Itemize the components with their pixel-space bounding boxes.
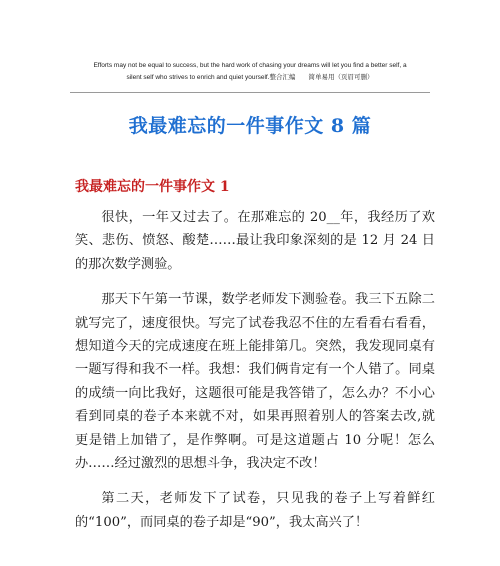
paragraph: 第二天，老师发下了试卷，只见我的卷子上写着鲜红的“100”，而同桌的卷子却是“90”，我太高兴了！: [75, 491, 435, 530]
header-note-line-2: silent self who strives to enrich and quiet yourself.整合汇编 简单易用（页眉可删）: [126, 74, 374, 81]
document-title: 我最难忘的一件事作文 8 篇: [128, 115, 372, 137]
essay-body: [75, 206, 435, 546]
page-header-note: [70, 60, 430, 84]
paragraph: 那天下午第一节课，数学老师发下测验卷。我三下五除二就写完了，速度很快。写完了试卷我忍不住的左看看右看看，想知道今天的完成速度在班上能排第几。突然，我发现同桌有一题写得和我不一样。我想：我们俩肯定有一个人错了。同桌的成绩一向比我好，这题很可能是我答错了，怎么办？不小心看到同桌的卷子本来就不对，如果再照着别人的答案去改,就更是错上加错了，是作弊啊。可是这道题占 10 分呢！怎么办……经过激烈的思想斗争，我决定不改！: [75, 292, 435, 472]
paragraph: 很快，一年又过去了。在那难忘的 20__年，我经历了欢笑、悲伤、愤怒、酸楚……最让我印象深刻的是 12 月 24 日的那次数学测验。: [75, 210, 435, 272]
header-note-line-1: Efforts may not be equal to success, but the hard work of chasing your dreams will let you find a better self, a: [93, 62, 407, 69]
header-divider: [70, 92, 430, 93]
section-title: 我最难忘的一件事作文 1: [75, 179, 230, 195]
